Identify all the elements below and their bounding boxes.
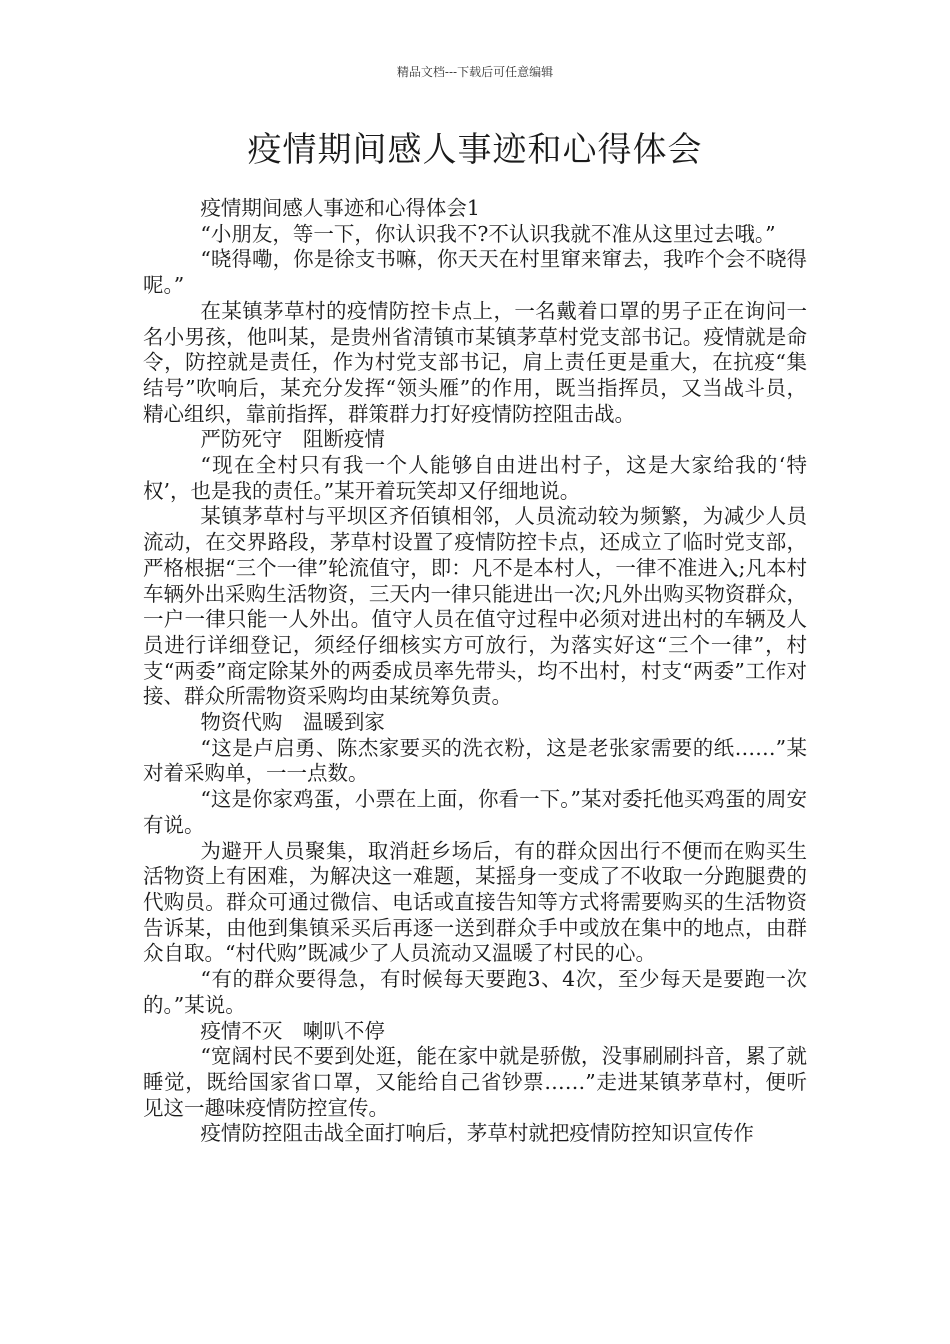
section-heading: 疫情不灭 喇叭不停 (200, 1018, 385, 1043)
section-heading: 物资代购 温暖到家 (200, 710, 385, 735)
document-title: 疫情期间感人事迹和心得体会 (247, 130, 703, 170)
paragraph: “这是你家鸡蛋，小票在上面，你看一下。”某对委托他买鸡蛋的周安有说。 (143, 787, 807, 837)
paragraph: 在某镇茅草村的疫情防控卡点上，一名戴着口罩的男子正在询问一名小男孩，他叫某，是贵州省清镇市某镇茅草村党支部书记。疫情就是命令，防控就是责任，作为村党支部书记，肩上责任更是重大，在抗疫“集结号”吹响后，某充分发挥“领头雁”的作用，既当指挥员，又当战斗员，精心组织，靠前指挥，群策群力打好疫情防控阻击战。 (143, 298, 807, 426)
paragraph: “有的群众要得急，有时候每天要跑3、4次，至少每天是要跑一次的。”某说。 (143, 967, 807, 1017)
paragraph: “小朋友，等一下，你认识我不?不认识我就不准从这里过去哦。” (200, 221, 776, 246)
paragraph: “宽阔村民不要到处逛，能在家中就是骄傲，没事刷刷抖音，累了就睡觉，既给国家省口罩，又能给自己省钞票……”走进某镇茅草村，便听见这一趣味疫情防控宣传。 (143, 1044, 807, 1120)
paragraph: 疫情防控阻击战全面打响后，茅草村就把疫情防控知识宣传作 (200, 1121, 754, 1146)
paragraph: 某镇茅草村与平坝区齐佰镇相邻，人员流动较为频繁，为减少人员流动，在交界路段，茅草村设置了疫情防控卡点，还成立了临时党支部，严格根据“三个一律”轮流值守，即：凡不是本村人，一律不准进入;凡本村车辆外出采购生活物资，三天内一律只能进出一次;凡外出购买物资群众，一户一律只能一人外出。值守人员在值守过程中必须对进出村的车辆及人员进行详细登记，须经仔细核实方可放行，为落实好这“三个一律”，村支“两委”商定除某外的两委成员率先带头，均不出村，村支“两委”工作对接、群众所需物资采购均由某统筹负责。 (143, 504, 807, 709)
section-heading: 严防死守 阻断疫情 (200, 427, 385, 452)
page-header-note: 精品文档---下载后可任意编辑 (396, 65, 554, 79)
paragraph: 为避开人员聚集，取消赶乡场后，有的群众因出行不便而在购买生活物资上有困难，为解决这一难题，某摇身一变成了不收取一分跑腿费的代购员。群众可通过微信、电话或直接告知等方式将需要购买的生活物资告诉某，由他到集镇采买后再逐一送到群众手中或放在集中的地点，由群众自取。“村代购”既减少了人员流动又温暖了村民的心。 (143, 838, 807, 966)
paragraph: 疫情期间感人事迹和心得体会1 (200, 196, 480, 220)
document-body (143, 196, 807, 1147)
paragraph: “晓得嘞，你是徐支书嘛，你天天在村里窜来窜去，我咋个会不晓得呢。” (143, 247, 807, 298)
paragraph: “现在全村只有我一个人能够自由进出村子，这是大家给我的‘特权’，也是我的责任。”某开着玩笑却又仔细地说。 (143, 453, 807, 503)
paragraph: “这是卢启勇、陈杰家要买的洗衣粉，这是老张家需要的纸……”某对着采购单，一一点数。 (143, 735, 807, 786)
